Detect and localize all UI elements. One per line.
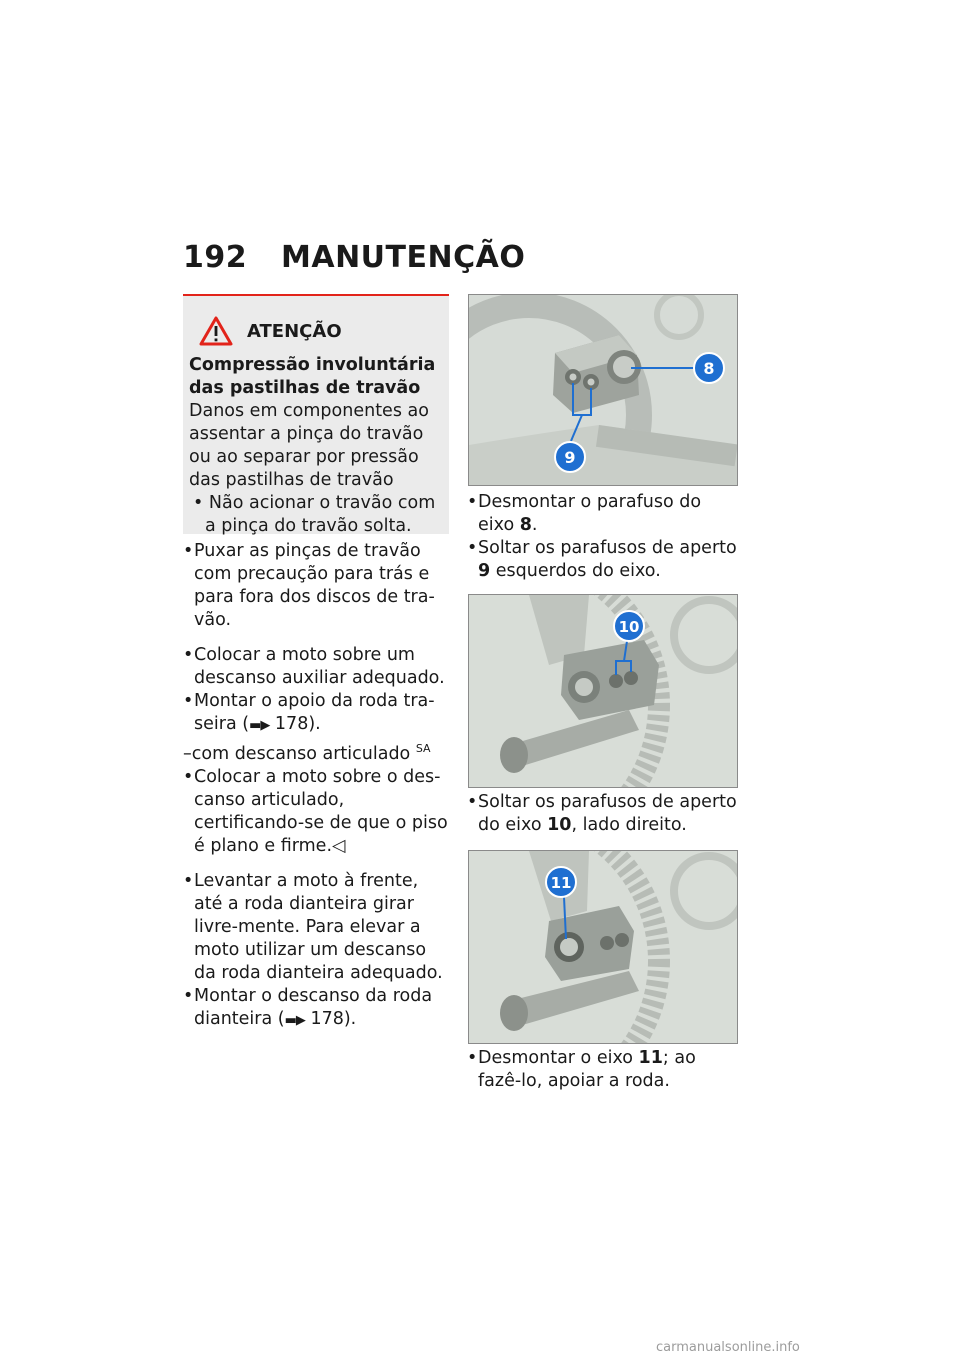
warning-triangle-icon xyxy=(199,316,233,346)
warning-bullet: • Não acionar o travão com a pinça do travão solta. xyxy=(193,493,436,536)
figure-remove-axle xyxy=(468,850,738,1044)
warning-header xyxy=(199,314,441,348)
warning-box xyxy=(183,296,449,534)
step-remove-axle-screw: • Desmontar o parafuso do eixo 8. xyxy=(467,491,739,537)
callout-11: 11 xyxy=(550,874,572,892)
end-marker-icon: ◁ xyxy=(332,836,346,856)
callout-8: 8 xyxy=(703,359,715,378)
callout-9: 9 xyxy=(564,448,576,467)
step-pull-calipers: • Puxar as pinças de travão com precaução para trás e para fora dos discos de tra-vão. xyxy=(183,540,449,632)
page-ref-link[interactable]: 178 xyxy=(274,714,309,734)
step-lift-front: • Levantar a moto à frente, até a roda dianteira girar livre-mente. Para elevar a moto utilizar um descanso da roda dianteira adequado. xyxy=(183,870,449,985)
step-loosen-left-screws: • Soltar os parafusos de aperto 9 esquerdos do eixo. xyxy=(467,537,739,583)
step-aux-stand: • Colocar a moto sobre um descanso auxiliar adequado. xyxy=(183,644,449,690)
right-column-middle xyxy=(467,791,739,837)
figure-axle-screws-left xyxy=(468,294,738,486)
page-header xyxy=(183,240,525,275)
warning-label: ATENÇÃO xyxy=(247,320,342,342)
warning-subtitle: Compressão involuntária das pastilhas de travão xyxy=(189,355,436,398)
step-loosen-right-screws: • Soltar os parafusos de aperto do eixo 10, lado direito. xyxy=(467,791,739,837)
page-ref-link[interactable]: 178 xyxy=(310,1009,344,1029)
page-ref-arrow-icon: ▬▶ xyxy=(249,718,270,733)
left-column xyxy=(183,540,449,1032)
step-front-stand: • Montar o descanso da roda dianteira (▬▶ 178). xyxy=(183,985,449,1032)
figure-axle-screws-right xyxy=(468,594,738,788)
callout-10: 10 xyxy=(618,618,640,636)
step-rear-support: • Montar o apoio da roda tra-seira (▬▶ 178). xyxy=(183,690,449,737)
step-center-stand: • Colocar a moto sobre o des-canso articulado, certificando-se de que o piso é plano e firme.◁ xyxy=(183,766,449,858)
warning-body: Danos em componentes ao assentar a pinça do travão ou ao separar por pressão das pastilhas de travão xyxy=(189,401,429,490)
option-badge: SA xyxy=(415,742,431,755)
right-column-bottom xyxy=(467,1047,739,1093)
page-number: 192 xyxy=(183,240,248,275)
step-remove-axle: • Desmontar o eixo 11; ao fazê-lo, apoiar a roda. xyxy=(467,1047,739,1093)
right-column-top xyxy=(467,491,739,583)
page-ref-arrow-icon: ▬▶ xyxy=(284,1013,305,1028)
section-title: MANUTENÇÃO xyxy=(281,240,526,275)
option-line: –com descanso articulado $^{SA}$ xyxy=(183,742,431,764)
watermark: carmanualsonline.info xyxy=(656,1340,800,1355)
